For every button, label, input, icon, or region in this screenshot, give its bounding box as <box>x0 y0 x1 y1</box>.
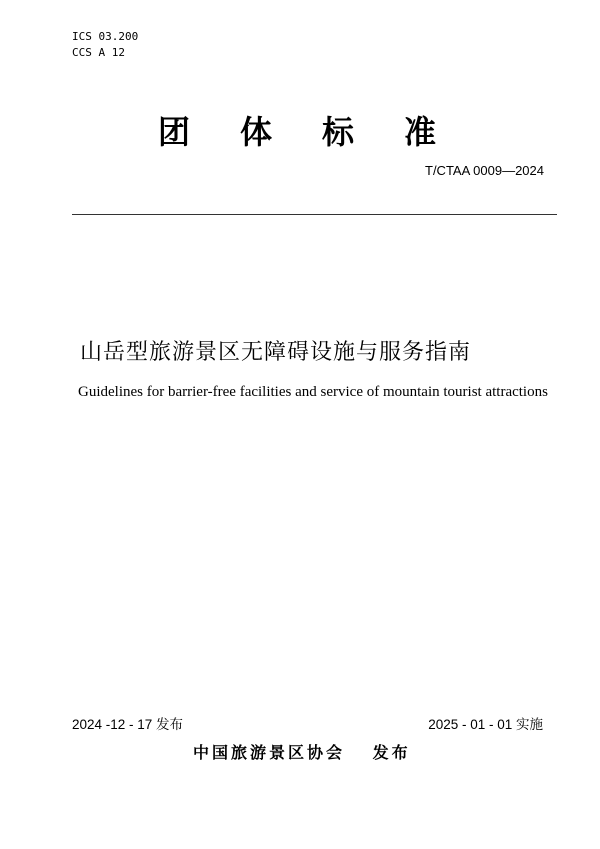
publisher: 中国旅游景区协会 发布 <box>193 743 411 762</box>
issue-date: 2024 -12 - 17 发布 <box>72 717 184 732</box>
document-title-chinese: 山岳型旅游景区无障碍设施与服务指南 <box>80 340 472 365</box>
ccs-code: CCS A 12 <box>72 46 125 59</box>
ics-code: ICS 03.200 <box>72 30 139 43</box>
standard-type-heading: 团体标准 <box>158 113 487 151</box>
document-title-english: Guidelines for barrier-free facilities and service of mountain tourist attractions <box>78 384 548 400</box>
implementation-date: 2025 - 01 - 01 实施 <box>428 717 543 732</box>
standard-number: T/CTAA 0009—2024 <box>425 163 544 178</box>
header-divider <box>72 214 557 215</box>
